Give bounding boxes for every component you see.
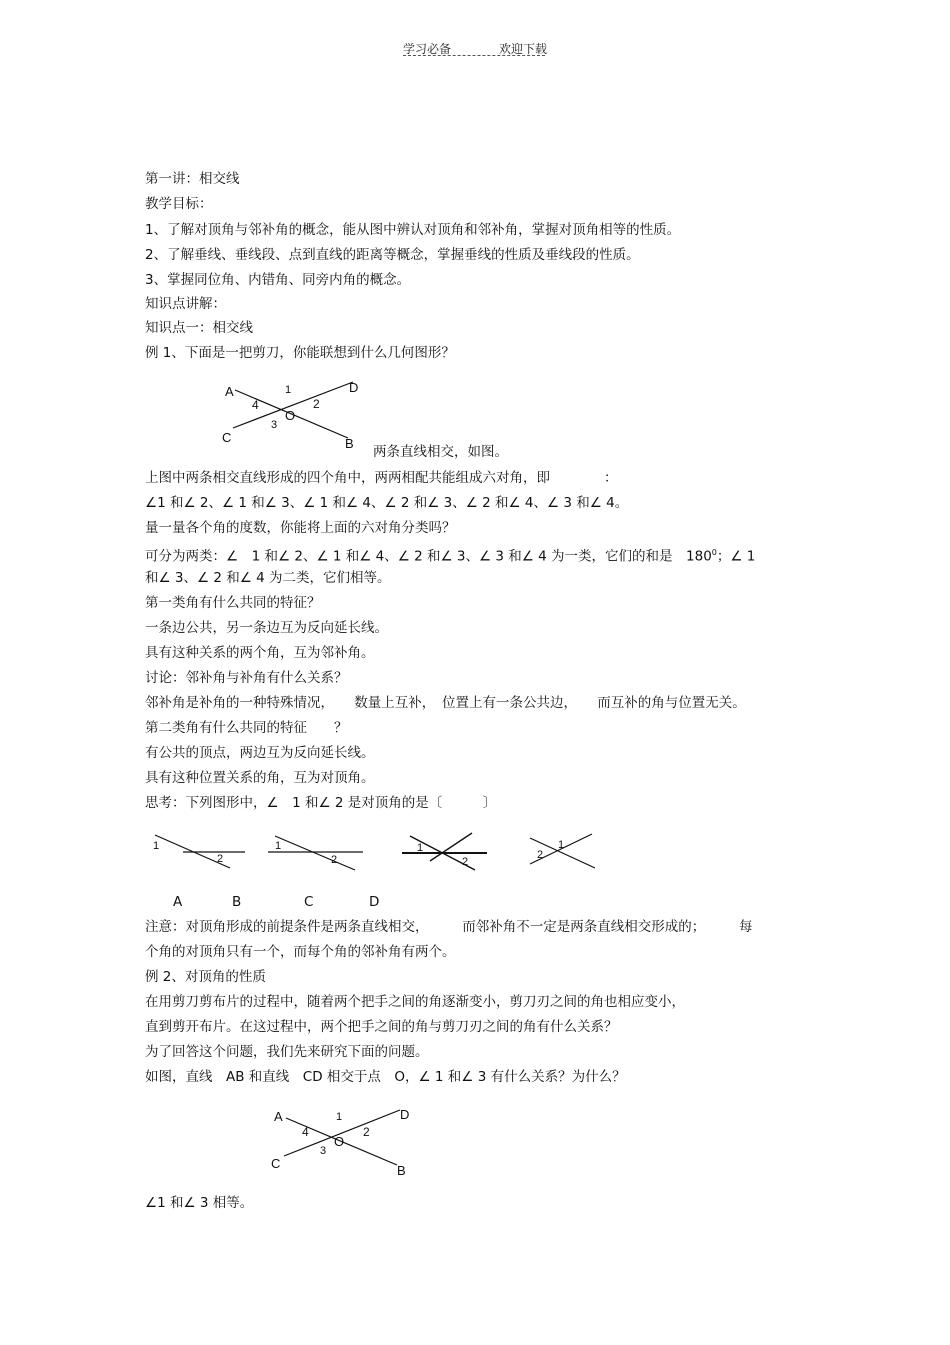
header-left: 学习必备 [403, 42, 452, 56]
label-c: C [222, 430, 232, 445]
label-a-2: A [274, 1109, 283, 1124]
example-1: 例 1、下面是一把剪刀，你能联想到什么几何图形？ [145, 345, 455, 361]
goals-heading: 教学目标： [145, 196, 213, 212]
angle-3: 3 [271, 419, 278, 431]
choice-d-angle-1: 1 [558, 839, 565, 851]
scissors-line-2: 直到剪开布片。在这过程中，两个把手之间的角与剪刀刃之间的角有什么关系？ [145, 1019, 618, 1035]
angle-1-2: 1 [336, 1111, 343, 1123]
class-2-question: 第二类角有什么共同的特征 ？ [145, 720, 348, 736]
choice-c-angle-2: 2 [462, 856, 469, 868]
choice-figure-a [145, 828, 245, 878]
classification-tail: ；∠ 1 [716, 548, 756, 565]
choice-b-angle-1: 1 [275, 840, 282, 852]
classify-question: 量一量各个角的度数，你能将上面的六对角分类吗？ [145, 520, 456, 536]
angle-pairs-list: ∠1 和∠ 2、∠ 1 和∠ 3、∠ 1 和∠ 4、∠ 2 和∠ 3、∠ 2 和∠ 4、∠ 3 和∠ 4。 [145, 495, 629, 511]
goal-3: 3、掌握同位角、内错角、同旁内角的概念。 [145, 272, 411, 288]
angle-3-2: 3 [320, 1145, 327, 1157]
label-d-2: D [400, 1107, 410, 1122]
class-2-feature: 有公共的顶点，两边互为反向延长线。 [145, 745, 375, 761]
intersecting-lines-figure-1 [215, 372, 375, 452]
figure-question: 如图，直线 AB 和直线 CD 相交于点 O，∠ 1 和∠ 3 有什么关系？为什么？ [145, 1069, 626, 1085]
goal-2: 2、了解垂线、垂线段、点到直线的距离等概念，掌握垂线的性质及垂线段的性质。 [145, 247, 640, 263]
choice-b-angle-2: 2 [331, 854, 338, 866]
angle-4-2: 4 [302, 1125, 309, 1139]
header-right: 欢迎下载 [499, 42, 548, 56]
angle-2: 2 [313, 397, 320, 411]
label-b: B [345, 436, 354, 451]
choice-label-c: C [304, 894, 314, 910]
adjacent-definition: 具有这种关系的两个角，互为邻补角。 [145, 645, 375, 661]
example-2: 例 2、对顶角的性质 [145, 969, 266, 985]
intersecting-lines-figure-2 [262, 1098, 422, 1180]
discussion-question: 讨论：邻补角与补角有什么关系？ [145, 670, 348, 686]
lecture-title: 第一讲：相交线 [145, 171, 240, 187]
knowledge-heading: 知识点讲解： [145, 296, 226, 312]
choice-figure-c [400, 828, 500, 878]
header-divider [403, 55, 545, 56]
class-1-feature: 一条边公共，另一条边互为反向延长线。 [145, 620, 388, 636]
label-a: A [225, 384, 234, 399]
choice-label-a: A [173, 894, 183, 910]
angle-2-2: 2 [363, 1125, 370, 1139]
label-b-2: B [397, 1163, 406, 1178]
choice-label-b: B [232, 894, 242, 910]
point-1-heading: 知识点一：相交线 [145, 320, 253, 336]
choice-figure-b [265, 828, 375, 878]
classification-line [145, 545, 755, 565]
angle-4: 4 [252, 398, 259, 412]
label-c-2: C [271, 1156, 281, 1171]
discussion-answer: 邻补角是补角的一种特殊情况， 数量上互补， 位置上有一条公共边， 而互补的角与位置无关。 [145, 695, 746, 711]
choice-d-angle-2: 2 [537, 849, 544, 861]
label-d: D [349, 380, 359, 395]
classification-line-2: 和∠ 3、∠ 2 和∠ 4 为二类，它们相等。 [145, 570, 391, 586]
note-line-1: 注意：对顶角形成的前提条件是两条直线相交， 而邻补角不一定是两条直线相交形成的； 每 [145, 919, 753, 935]
degree-superscript: 0 [711, 548, 717, 557]
choice-label-d: D [369, 894, 380, 910]
vertical-definition: 具有这种位置关系的角，互为对顶角。 [145, 770, 375, 786]
angle-1: 1 [285, 384, 292, 396]
think-question: 思考：下列图形中，∠ 1 和∠ 2 是对顶角的是〔 〕 [145, 795, 497, 811]
note-line-2: 个角的对顶角只有一个，而每个角的邻补角有两个。 [145, 944, 456, 960]
goal-1: 1、了解对顶角与邻补角的概念，能从图中辨认对顶角和邻补角，掌握对顶角相等的性质。 [145, 222, 681, 238]
choice-c-angle-1: 1 [417, 842, 424, 854]
label-o-2: O [334, 1134, 345, 1149]
class-1-question: 第一类角有什么共同的特征？ [145, 595, 321, 611]
research-line: 为了回答这个问题，我们先来研究下面的问题。 [145, 1044, 429, 1060]
paragraph-six-pairs: 上图中两条相交直线形成的四个角中，两两相配共能组成六对角，即 ： [145, 470, 618, 486]
choice-figure-d [525, 828, 615, 878]
classification-text: 可分为两类：∠ 1 和∠ 2、∠ 1 和∠ 4、∠ 2 和∠ 3、∠ 3 和∠ 4 为一类，它们的和是 180 [145, 548, 712, 565]
choice-a-angle-2: 2 [217, 853, 224, 865]
choice-a-angle-1: 1 [153, 840, 160, 852]
conclusion: ∠1 和∠ 3 相等。 [145, 1195, 254, 1211]
scissors-line-1: 在用剪刀剪布片的过程中，随着两个把手之间的角逐渐变小，剪刀刃之间的角也相应变小， [145, 994, 685, 1010]
figure-1-caption: 两条直线相交，如图。 [373, 444, 508, 460]
label-o: O [285, 408, 296, 423]
